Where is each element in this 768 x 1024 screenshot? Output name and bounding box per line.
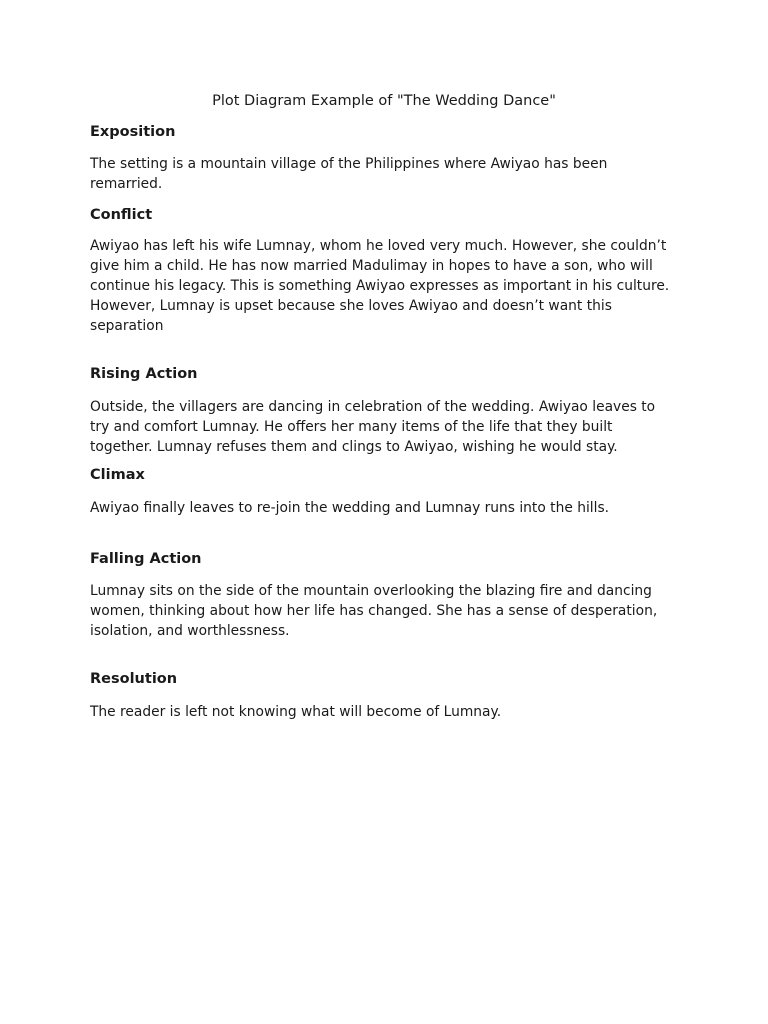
section-heading-conflict: Conflict — [90, 207, 153, 223]
body-line: Awiyao has left his wife Lumnay, whom he loved very much. However, she couldn’t — [90, 238, 667, 254]
section-heading-rising-action: Rising Action — [90, 366, 198, 382]
body-line: try and comfort Lumnay. He offers her many items of the life that they built — [90, 419, 613, 435]
section-body-conflict — [90, 236, 690, 336]
section-body-falling-action — [90, 581, 690, 641]
section-heading-falling-action: Falling Action — [90, 551, 202, 567]
section-body-rising-action — [90, 397, 690, 457]
body-line: The setting is a mountain village of the Philippines where Awiyao has been — [90, 156, 608, 172]
body-line: However, Lumnay is upset because she loves Awiyao and doesn’t want this — [90, 298, 612, 314]
section-body-climax — [90, 498, 690, 518]
section-body-exposition — [90, 154, 690, 194]
section-heading-resolution: Resolution — [90, 671, 178, 687]
section-heading-exposition: Exposition — [90, 124, 176, 140]
body-line: Awiyao finally leaves to re-join the wedding and Lumnay runs into the hills. — [90, 500, 610, 516]
body-line: Lumnay sits on the side of the mountain overlooking the blazing fire and dancing — [90, 583, 652, 599]
body-line: women, thinking about how her life has changed. She has a sense of desperation, — [90, 603, 658, 619]
body-line: remarried. — [90, 176, 163, 192]
body-line: isolation, and worthlessness. — [90, 623, 290, 639]
body-line: give him a child. He has now married Madulimay in hopes to have a son, who will — [90, 258, 653, 274]
section-heading-climax: Climax — [90, 467, 145, 483]
body-line: separation — [90, 318, 164, 334]
body-line: together. Lumnay refuses them and clings to Awiyao, wishing he would stay. — [90, 439, 618, 455]
document-title: Plot Diagram Example of "The Wedding Dance" — [212, 93, 556, 109]
body-line: The reader is left not knowing what will become of Lumnay. — [90, 704, 502, 720]
section-body-resolution — [90, 702, 690, 722]
body-line: continue his legacy. This is something Awiyao expresses as important in his culture. — [90, 278, 670, 294]
body-line: Outside, the villagers are dancing in celebration of the wedding. Awiyao leaves to — [90, 399, 656, 415]
